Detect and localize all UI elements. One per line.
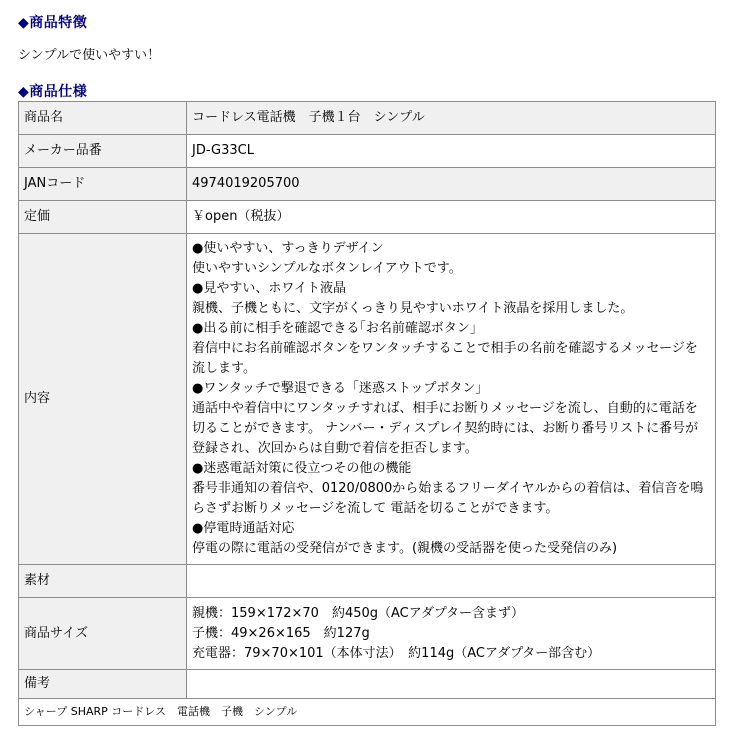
maker-code-value: JD-G33CL xyxy=(187,135,716,168)
contents-line: 番号非通知の着信や、0120/0800から始まるフリーダイヤルからの着信は、着信音を鳴 xyxy=(192,481,704,496)
contents-value xyxy=(187,234,716,565)
jan-value: 4974019205700 xyxy=(187,168,716,201)
contents-line: 着信中にお名前確認ボタンをワンタッチすることで相手の名前を確認するメッセージを xyxy=(192,341,698,356)
contents-line: らさずお断りメッセージを流して 電話を切ることができます。 xyxy=(192,501,559,516)
table-row xyxy=(19,168,716,201)
product-name-value: コードレス電話機 子機１台 シンプル xyxy=(187,102,716,135)
contents-line: 流します。 xyxy=(192,361,256,376)
features-heading: ◆商品特徴 xyxy=(18,15,88,31)
specs-heading: ◆商品仕様 xyxy=(18,84,88,100)
contents-line: 通話中や着信中にワンタッチすれば、相手にお断りメッセージを流し、自動的に電話を xyxy=(192,401,698,416)
price-value: ￥open（税抜） xyxy=(187,201,716,234)
price-label: 定価 xyxy=(19,201,187,234)
size-line: 親機：159×172×70 約450g（ACアダプター含まず） xyxy=(192,605,524,621)
material-value xyxy=(187,565,716,598)
table-row xyxy=(19,699,716,726)
size-line: 子機：49×26×165 約127g xyxy=(192,625,370,641)
table-row xyxy=(19,565,716,598)
contents-line: ●ワンタッチで撃退できる「迷惑ストップボタン」 xyxy=(192,381,489,396)
table-row xyxy=(19,102,716,135)
table-row xyxy=(19,201,716,234)
table-row xyxy=(19,598,716,670)
remarks-label-value xyxy=(187,670,716,699)
table-row xyxy=(19,135,716,168)
contents-line: ●迷惑電話対策に役立つその他の機能 xyxy=(192,461,412,476)
remarks-label: 備考 xyxy=(19,670,187,699)
product-name-label: 商品名 xyxy=(19,102,187,135)
spec-table xyxy=(18,101,716,726)
remarks-text: シャープ SHARP コードレス 電話機 子機 シンプル xyxy=(19,699,716,726)
table-row xyxy=(19,670,716,699)
table-row xyxy=(19,234,716,565)
contents-line: ●見やすい、ホワイト液晶 xyxy=(192,281,346,296)
contents-line: 切ることができます。 ナンバー・ディスプレイ契約時には、お断り番号リストに番号が xyxy=(192,421,699,436)
size-label: 商品サイズ xyxy=(19,598,187,670)
size-value xyxy=(187,598,716,670)
contents-line: ●出る前に相手を確認できる｢お名前確認ボタン」 xyxy=(192,321,483,336)
jan-label: JANコード xyxy=(19,168,187,201)
contents-line: ●停電時通話対応 xyxy=(192,521,295,536)
features-text: シンプルで使いやすい！ xyxy=(18,48,161,63)
size-line: 充電器：79×70×101（本体寸法） 約114g（ACアダプター部含む） xyxy=(192,645,601,661)
maker-code-label: メーカー品番 xyxy=(19,135,187,168)
contents-line: 登録され、次回からは自動で着信を拒否します。 xyxy=(192,441,478,456)
contents-line: 停電の際に電話の受発信ができます。(親機の受話器を使った受発信のみ) xyxy=(192,541,618,556)
contents-label: 内容 xyxy=(19,234,187,565)
contents-line: 親機、子機ともに、文字がくっきり見やすいホワイト液晶を採用しました。 xyxy=(192,301,634,316)
contents-line: ●使いやすい、すっきりデザイン xyxy=(192,241,384,256)
contents-line: 使いやすいシンプルなボタンレイアウトです。 xyxy=(192,261,462,276)
material-label: 素材 xyxy=(19,565,187,598)
